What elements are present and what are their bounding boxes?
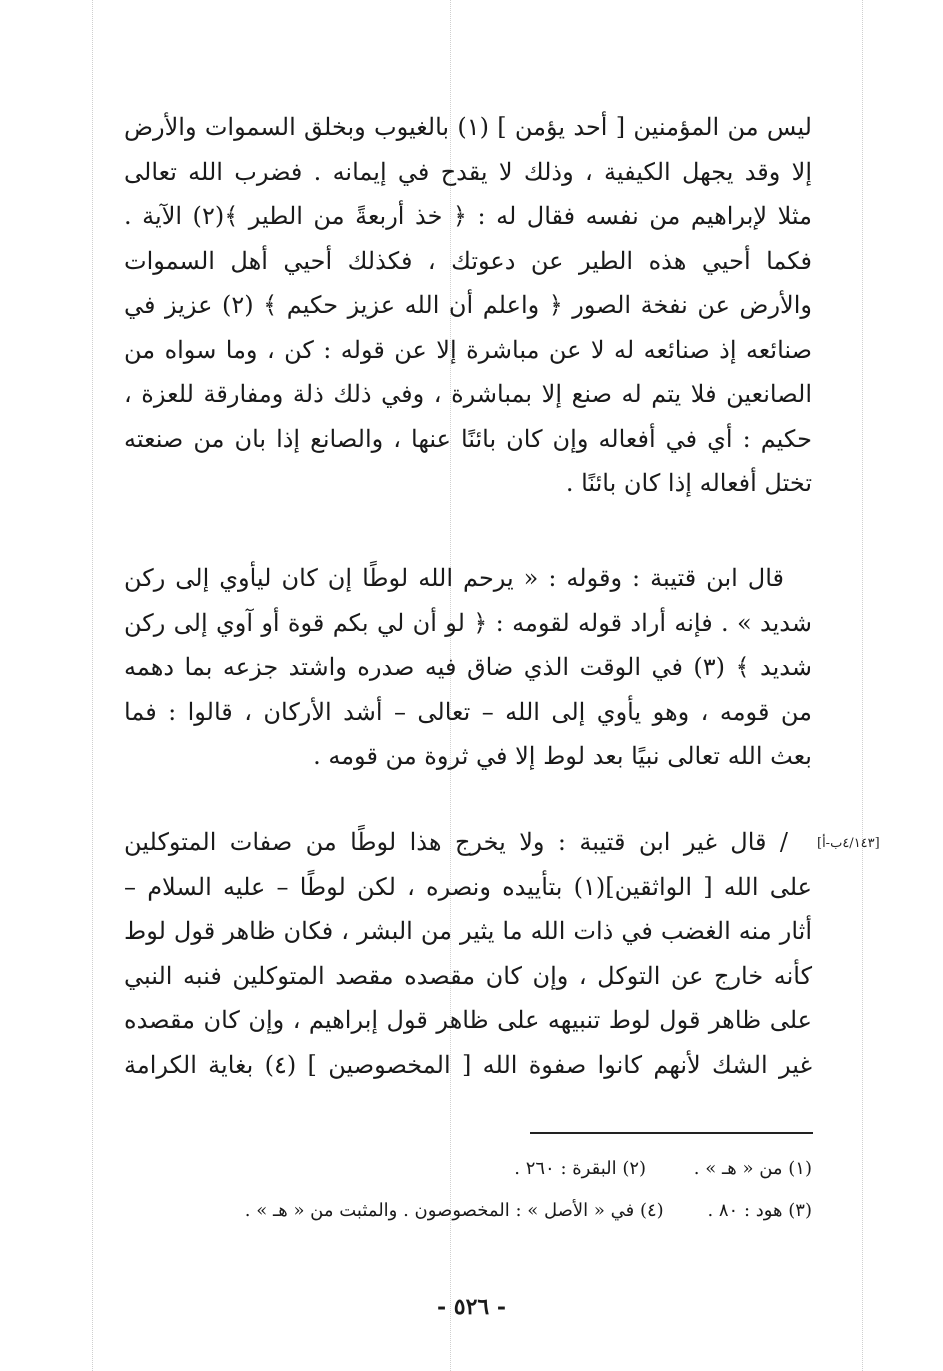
- text-line: فكما أحيي هذه الطير عن دعوتك ، فكذلك أحيي أهل السموات: [124, 246, 812, 275]
- paragraph-1: [124, 105, 812, 506]
- text-line: غير الشك لأنهم كانوا صفوة الله [ المخصوصين ] (٤) بغاية الكرامة: [124, 1050, 812, 1079]
- footnote: (٣) هود : ٨٠ .: [707, 1200, 812, 1221]
- footnote-row: [245, 1198, 812, 1224]
- page-number: - ٥٢٦ -: [436, 1294, 507, 1320]
- footnote: (٤) في « الأصل » : المخصوصون . والمثبت من « هـ » .: [244, 1200, 664, 1221]
- paragraph-3: [124, 820, 812, 1087]
- text-line: صنائعه إذ صنائعه له لا عن مباشرة إلا عن قوله : كن ، وما سواه من: [124, 335, 812, 364]
- footnote: (٢) البقرة : ٢٦٠ .: [514, 1158, 647, 1179]
- text-line: إلا وقد يجهل الكيفية ، وذلك لا يقدح في إيمانه . فضرب الله تعالى: [124, 157, 812, 186]
- text-line: شديد ﴾ (٣) في الوقت الذي ضاق فيه صدره واشتد جزعه بما دهمه: [124, 653, 813, 681]
- text-line: كأنه خارج عن التوكل ، وإن كان مقصده مقصد المتوكلين فنبه النبي: [124, 961, 812, 990]
- text-line: شديد » . فإنه أراد قوله لقومه : ﴿ لو أن لي بكم قوة أو آوي إلى ركن: [124, 608, 812, 637]
- text-line: مثلا لإبراهيم من نفسه فقال له : ﴿ خذ أربعةً من الطير ﴾(٢) الآية .: [124, 202, 813, 230]
- text-line: حكيم : أي في أفعاله وإن كان بائنًا عنها ، والصانع إذا بان من صنعته: [124, 424, 812, 453]
- text-line: / قال غير ابن قتيبة : ولا يخرج هذا لوطًا من صفات المتوكلين: [124, 828, 788, 856]
- text-line: الصانعين فلا يتم له صنع إلا بمباشرة ، وفي ذلك ذلة ومفارقة للعزة ،: [124, 380, 812, 408]
- text-line: قال ابن قتيبة : وقوله : « يرحم الله لوطًا إن كان ليأوي إلى ركن: [124, 564, 784, 592]
- text-line: على الله [ الواثقين](١) بتأييده ونصره ، لكن لوطًا – عليه السلام –: [124, 872, 813, 901]
- text-line: تختل أفعاله إذا كان بائنًا .: [565, 469, 812, 497]
- text-line: من قومه ، وهو يأوي إلى الله – تعالى – أشد الأركان ، قالوا : فما: [124, 697, 812, 726]
- footnote-separator: [530, 1132, 813, 1134]
- scan-guide-line: [92, 0, 93, 1371]
- scan-guide-line: [862, 0, 863, 1371]
- text-line: على ظاهر قول لوط تنبيهه على ظاهر قول إبراهيم ، وإن كان مقصده: [124, 1006, 812, 1034]
- text-line: بعث الله تعالى نبيًا بعد لوط إلا في ثروة من قومه .: [313, 742, 812, 770]
- text-line: ليس من المؤمنين [ أحد يؤمن ] (١) بالغيوب وبخلق السموات والأرض: [124, 113, 812, 141]
- paragraph-2: [124, 556, 812, 779]
- folio-reference: [٤/١٤٣ب-أ]: [817, 836, 880, 851]
- text-line: والأرض عن نفخة الصور ﴿ واعلم أن الله عزيز حكيم ﴾ (٢) عزيز في: [124, 291, 812, 319]
- footnote-row: [514, 1156, 812, 1182]
- text-line: أثار منه الغضب في ذات الله ما يثير من البشر ، فكان ظاهر قول لوط: [124, 917, 812, 945]
- footnote: (١) من « هـ » .: [693, 1158, 812, 1179]
